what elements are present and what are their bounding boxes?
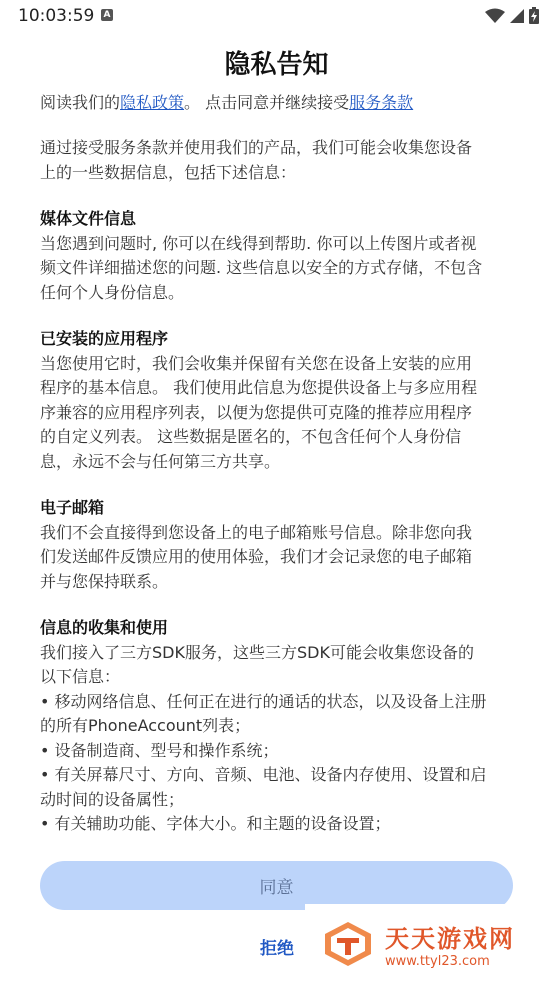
intro-prefix: 阅读我们的 [40,93,121,112]
section-line: • 移动网络信息、任何正在进行的通话的状态，以及设备上注册 [40,691,487,711]
section-line: 当您使用它时，我们会收集并保留有关您在设备上安装的应用 [40,353,473,373]
signal-icon [509,8,525,24]
section-collection-usage [40,616,515,837]
section-line: 们发送邮件反馈应用的使用体验，我们才会记录您的电子邮箱 [40,547,473,566]
section-line: • 有关屏幕尺寸、方向、音频、电池、设备内存使用、设置和启 [40,765,487,784]
terms-of-service-link[interactable]: 服务条款 [349,93,414,112]
intro-line [40,90,413,113]
section-line: 以下信息： [40,667,121,686]
watermark-name: 天天游戏网 [385,925,515,953]
section-line: 序兼容的应用程序列表，以便为您提供可克隆的推荐应用程序 [40,402,473,422]
watermark [305,904,553,984]
section-line: 的自定义列表。 这些数据是匿名的，不包含任何个人身份信 [40,427,462,446]
privacy-content [40,136,515,837]
status-time: 10:03:59 [18,6,95,26]
section-line: 并与您保持联系。 [40,571,169,591]
lead-paragraph [40,136,515,185]
watermark-url: www.ttyl23.com [385,954,490,969]
section-line: 息，永远不会与任何第三方共享。 [40,451,281,471]
section-line: 的所有PhoneAccount列表； [40,716,251,735]
lead-line: 通过接受服务条款并使用我们的产品，我们可能会收集您设备 [40,138,473,157]
privacy-policy-link[interactable]: 隐私政策 [120,93,185,112]
section-title: 已安装的应用程序 [40,329,169,348]
battery-icon [529,7,539,24]
agree-button[interactable]: 同意 [40,861,513,910]
section-title: 电子邮箱 [40,498,105,517]
section-line: 动时间的设备属性； [40,789,185,809]
section-media-files [40,207,515,305]
intro-middle: 。 点击同意并继续接受 [184,93,350,112]
page-title: 隐私告知 [224,50,329,80]
section-email [40,496,515,594]
notification-a-icon: A [101,9,113,21]
section-title: 媒体文件信息 [40,209,137,228]
status-icons [485,7,539,24]
watermark-text [385,919,515,969]
section-title: 信息的收集和使用 [40,618,169,637]
lead-line: 上的一些数据信息，包括下述信息： [40,162,297,182]
section-line: 我们接入了三方SDK服务，这些三方SDK可能会收集您设备的 [40,642,474,662]
section-installed-apps [40,327,515,474]
status-bar [0,0,553,32]
section-line: 任何个人身份信息。 [40,282,185,302]
section-line: • 有关辅助功能、字体大小。和主题的设备设置； [40,814,391,833]
reject-button[interactable]: 拒绝 [240,930,314,962]
section-line: 频文件详细描述您的问题. 这些信息以安全的方式存储，不包含 [40,258,483,277]
watermark-logo-icon [323,920,373,968]
section-line: 我们不会直接得到您设备上的电子邮箱账号信息。除非您向我 [40,522,473,542]
wifi-icon [485,8,505,24]
section-line: 程序的基本信息。 我们使用此信息为您提供设备上与多应用程 [40,378,478,397]
section-line: 当您遇到问题时, 你可以在线得到帮助. 你可以上传图片或者视 [40,233,477,253]
section-line: • 设备制造商、型号和操作系统； [40,740,279,760]
